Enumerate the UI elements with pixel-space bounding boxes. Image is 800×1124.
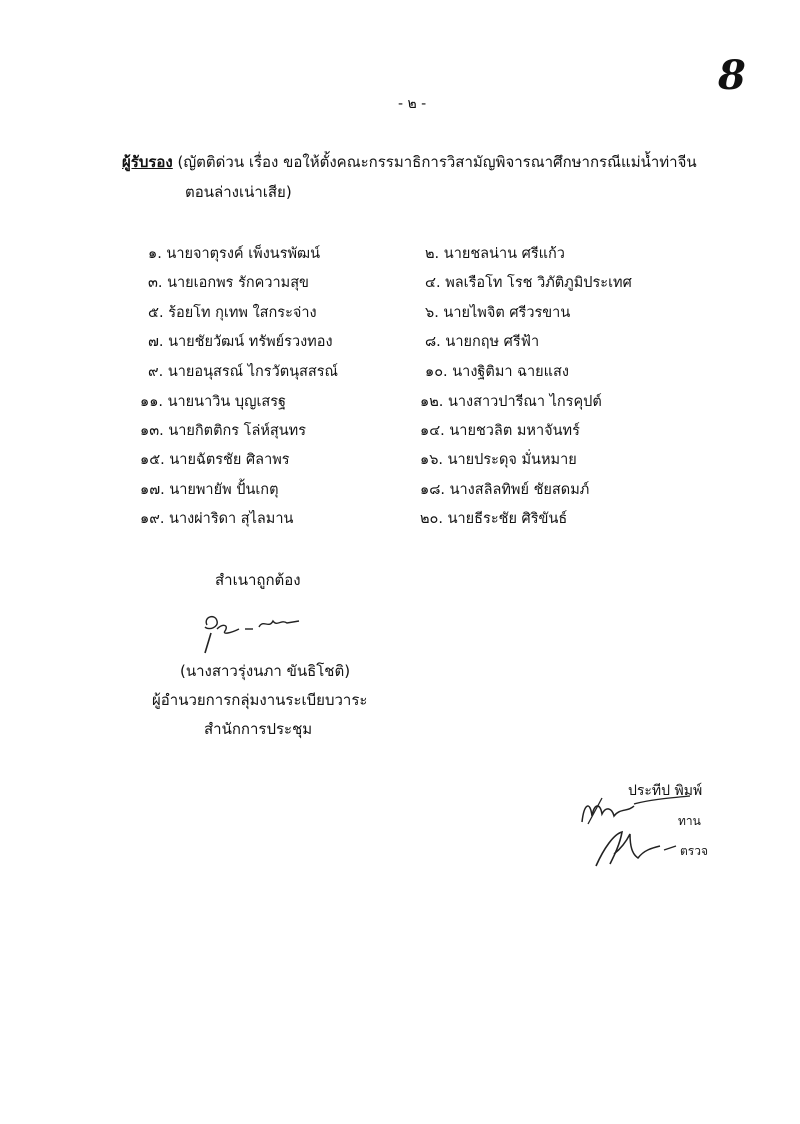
member-right-5: ๑๐. นางฐิติมา ฉายแสง bbox=[425, 364, 569, 380]
certifiers-label: ผู้รับรอง bbox=[122, 153, 173, 171]
member-left-6: ๑๑. นายนาวิน บุญเสรฐ bbox=[140, 394, 287, 410]
member-left-8: ๑๕. นายฉัตรชัย ศิลาพร bbox=[140, 452, 290, 468]
typed-initials-signature bbox=[578, 794, 688, 830]
checked-initials-signature bbox=[590, 828, 680, 870]
member-left-10: ๑๙. นางผ่าริดา สุไลมาน bbox=[140, 511, 294, 527]
typed-label: ทาน bbox=[678, 814, 701, 828]
member-right-3: ๖. นายไพจิต ศรีวรขาน bbox=[425, 305, 571, 321]
checked-label: ตรวจ bbox=[680, 844, 709, 858]
member-left-3: ๕. ร้อยโท กุเทพ ใสกระจ่าง bbox=[148, 305, 317, 321]
member-right-10: ๒๐. นายธีระชัย ศิริขันธ์ bbox=[420, 511, 568, 527]
header-line-2: ตอนล่างเน่าเสีย) bbox=[185, 183, 292, 201]
member-right-1: ๒. นายชลน่าน ศรีแก้ว bbox=[425, 246, 565, 262]
member-right-6: ๑๒. นางสาวปารีณา ไกรคุปต์ bbox=[420, 394, 602, 410]
member-left-1: ๑. นายจาตุรงค์ เพ็งนรพัฒน์ bbox=[148, 246, 321, 262]
member-right-7: ๑๔. นายชวลิต มหาจันทร์ bbox=[420, 423, 580, 439]
certified-copy-text: สำเนาถูกต้อง bbox=[215, 571, 301, 589]
signatory-office: สำนักการประชุม bbox=[204, 720, 313, 738]
member-left-2: ๓. นายเอกพร รักความสุข bbox=[148, 275, 309, 291]
member-right-9: ๑๘. นางสลิลทิพย์ ชัยสดมภ์ bbox=[420, 482, 590, 498]
member-left-7: ๑๓. นายกิตติกร โล่ห์สุนทร bbox=[140, 423, 307, 439]
page-number: - ๒ - bbox=[398, 96, 427, 112]
corner-page-number: 8 bbox=[718, 52, 746, 99]
motion-title: (ญัตติด่วน เรื่อง ขอให้ตั้งคณะกรรมาธิการวิสามัญพิจารณาศึกษากรณีแม่น้ำท่าจีน bbox=[172, 153, 697, 171]
member-right-2: ๔. พลเรือโท โรช วิภัติภูมิประเทศ bbox=[425, 275, 632, 291]
member-left-9: ๑๗. นายพายัพ ปั้นเกตุ bbox=[140, 482, 279, 498]
typist-stamp: ประทีป พิมพ์ bbox=[628, 783, 703, 799]
signatory-name: (นางสาวรุ่งนภา ขันธิโชติ) bbox=[180, 662, 351, 680]
member-right-4: ๘. นายกฤษ ศรีฟ้า bbox=[425, 334, 540, 350]
member-right-8: ๑๖. นายประดุจ มั่นหมาย bbox=[420, 452, 577, 468]
handwritten-signature bbox=[195, 605, 305, 660]
member-left-5: ๙. นายอนุสรณ์ ไกรวัตนุสสรณ์ bbox=[148, 364, 338, 380]
member-left-4: ๗. นายชัยวัฒน์ ทรัพย์รวงทอง bbox=[148, 334, 333, 350]
header-line-1 bbox=[122, 150, 697, 174]
signatory-position: ผู้อำนวยการกลุ่มงานระเบียบวาระ bbox=[152, 691, 368, 709]
